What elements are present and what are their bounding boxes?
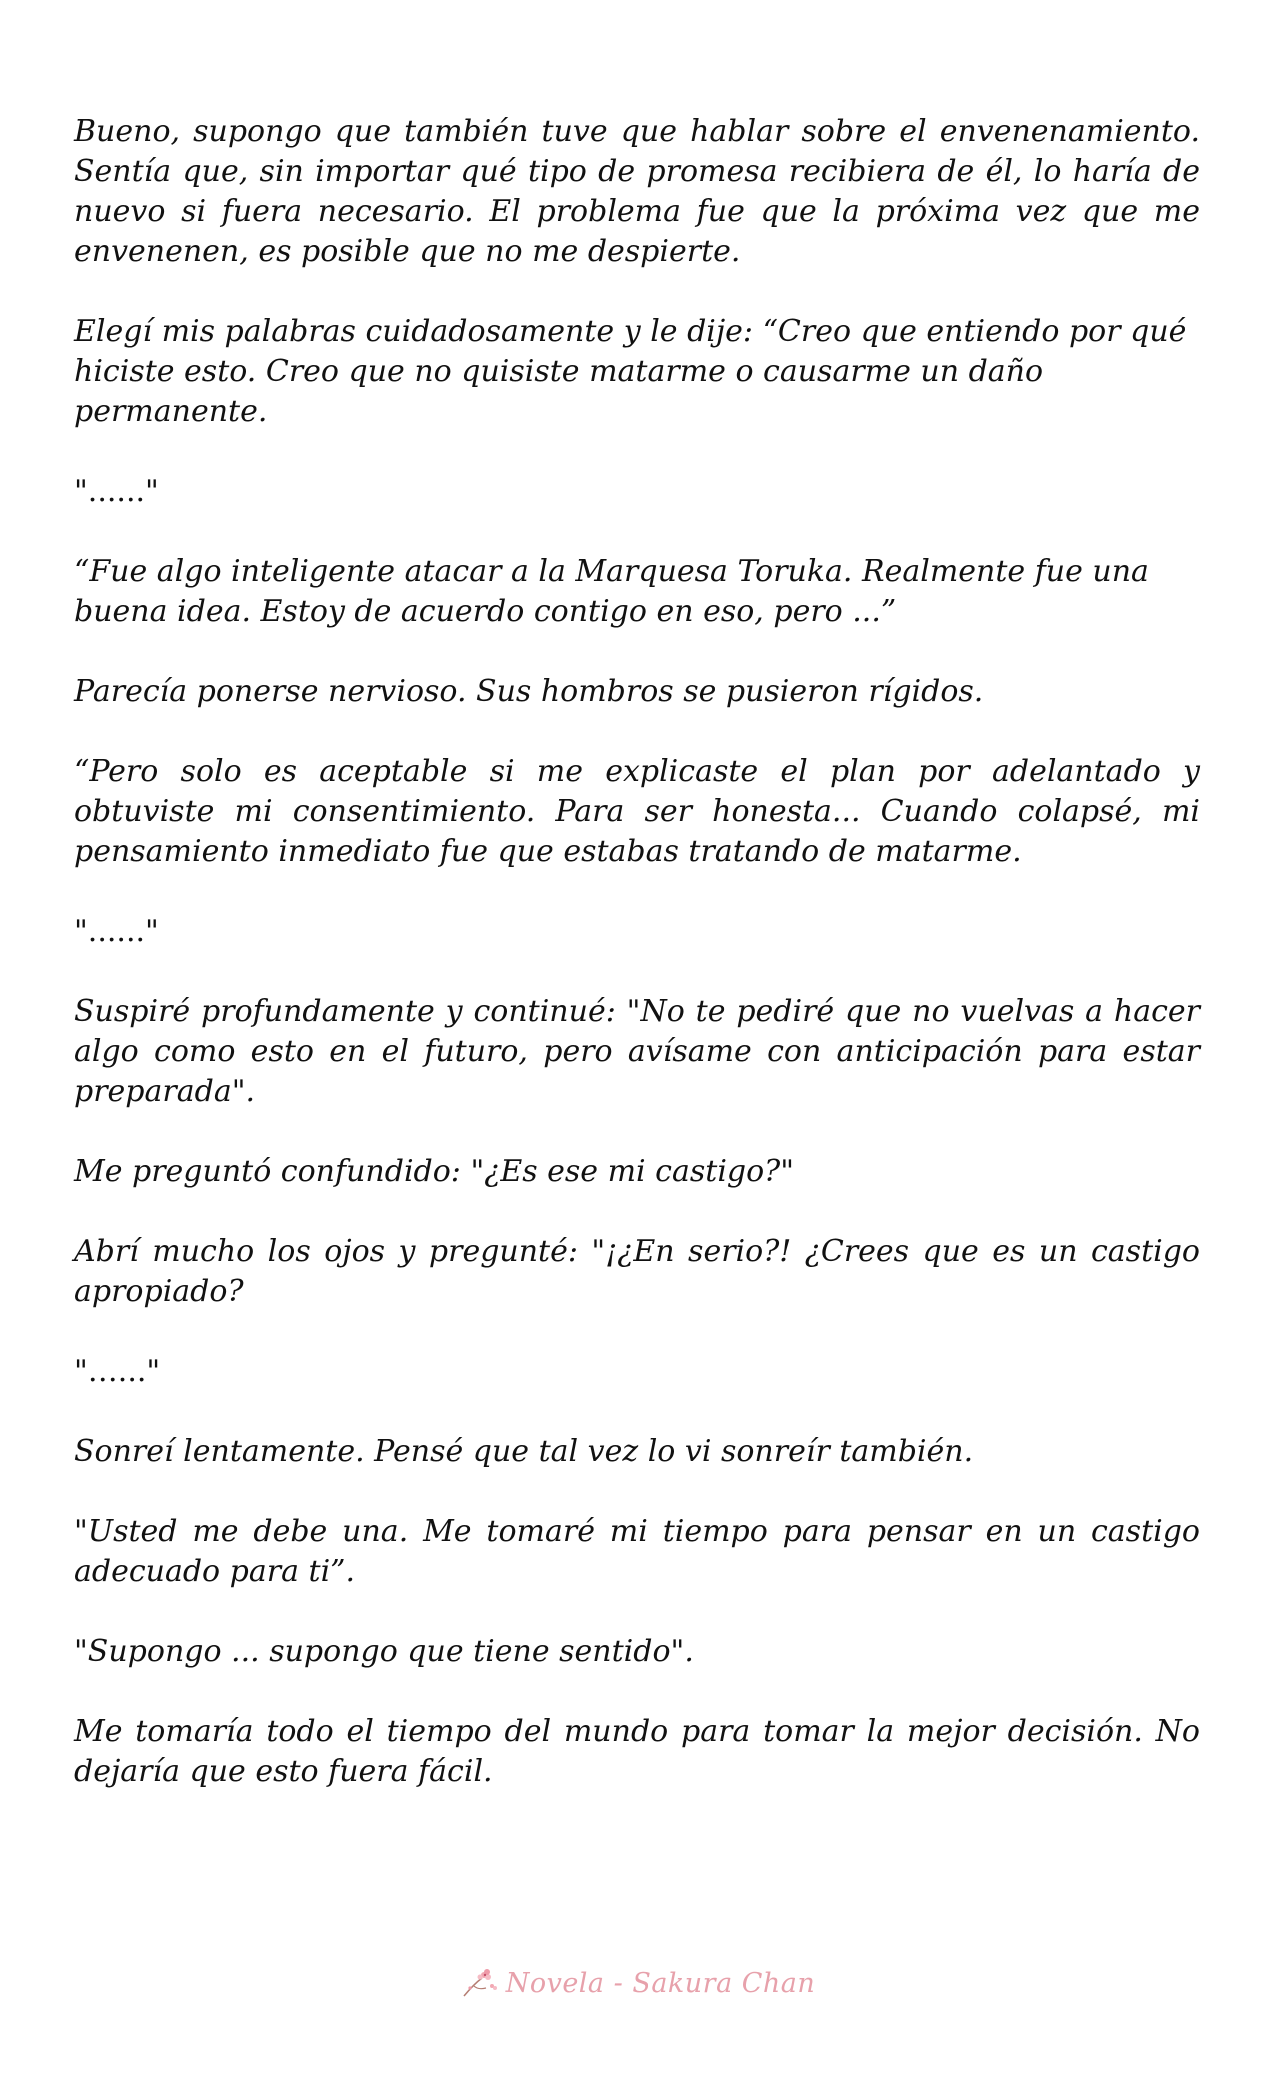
paragraph-7-ellipsis: "......"	[74, 914, 159, 949]
paragraph-12: Sonreí lentamente. Pensé que tal vez lo vi sonreír también.	[74, 1434, 974, 1469]
watermark-group	[460, 1966, 816, 2000]
paragraph-15: Me tomaría todo el tiempo del mundo para tomar la mejor decisión. No dejaría que esto fuera fácil.	[74, 1714, 1200, 1789]
footer-watermark	[0, 1963, 1275, 2003]
paragraph-2: Elegí mis palabras cuidadosamente y le dije: “Creo que entiendo por qué hiciste esto. Creo que no quisiste matarme o causarme un daño permanente.	[74, 314, 1187, 429]
paragraph-9: Me preguntó confundido: "¿Es ese mi castigo?"	[74, 1154, 795, 1189]
paragraph-6: “Pero solo es aceptable si me explicaste el plan por adelantado y obtuviste mi consentimiento. Para ser honesta... Cuando colapsé, mi pensamiento inmediato fue que estabas tratando de matarme.	[74, 754, 1200, 869]
document-body	[74, 112, 1200, 1832]
paragraph-4: “Fue algo inteligente atacar a la Marquesa Toruka. Realmente fue una buena idea. Estoy de acuerdo contigo en eso, pero ...”	[74, 554, 1149, 629]
paragraph-13: "Usted me debe una. Me tomaré mi tiempo para pensar en un castigo adecuado para ti”.	[74, 1514, 1200, 1589]
paragraph-11-ellipsis: "…..."	[74, 1354, 161, 1389]
paragraph-8: Suspiré profundamente y continué: "No te pediré que no vuelvas a hacer algo como esto en el futuro, pero avísame con anticipación para estar preparada".	[74, 994, 1200, 1109]
watermark-text: Novela - Sakura Chan	[505, 1967, 816, 1999]
paragraph-14: "Supongo ... supongo que tiene sentido".	[74, 1634, 694, 1669]
paragraph-10: Abrí mucho los ojos y pregunté: "¡¿En serio?! ¿Crees que es un castigo apropiado?	[74, 1234, 1200, 1309]
paragraph-3-ellipsis: "......"	[74, 474, 159, 509]
paragraph-5: Parecía ponerse nervioso. Sus hombros se pusieron rígidos.	[74, 674, 984, 709]
paragraph-1: Bueno, supongo que también tuve que hablar sobre el envenenamiento. Sentía que, sin importar qué tipo de promesa recibiera de él, lo haría de nuevo si fuera necesario. El problema fue que la próxima vez que me envenenen, es posible que no me despierte.	[74, 114, 1200, 269]
sakura-flower-icon	[460, 1966, 500, 2000]
